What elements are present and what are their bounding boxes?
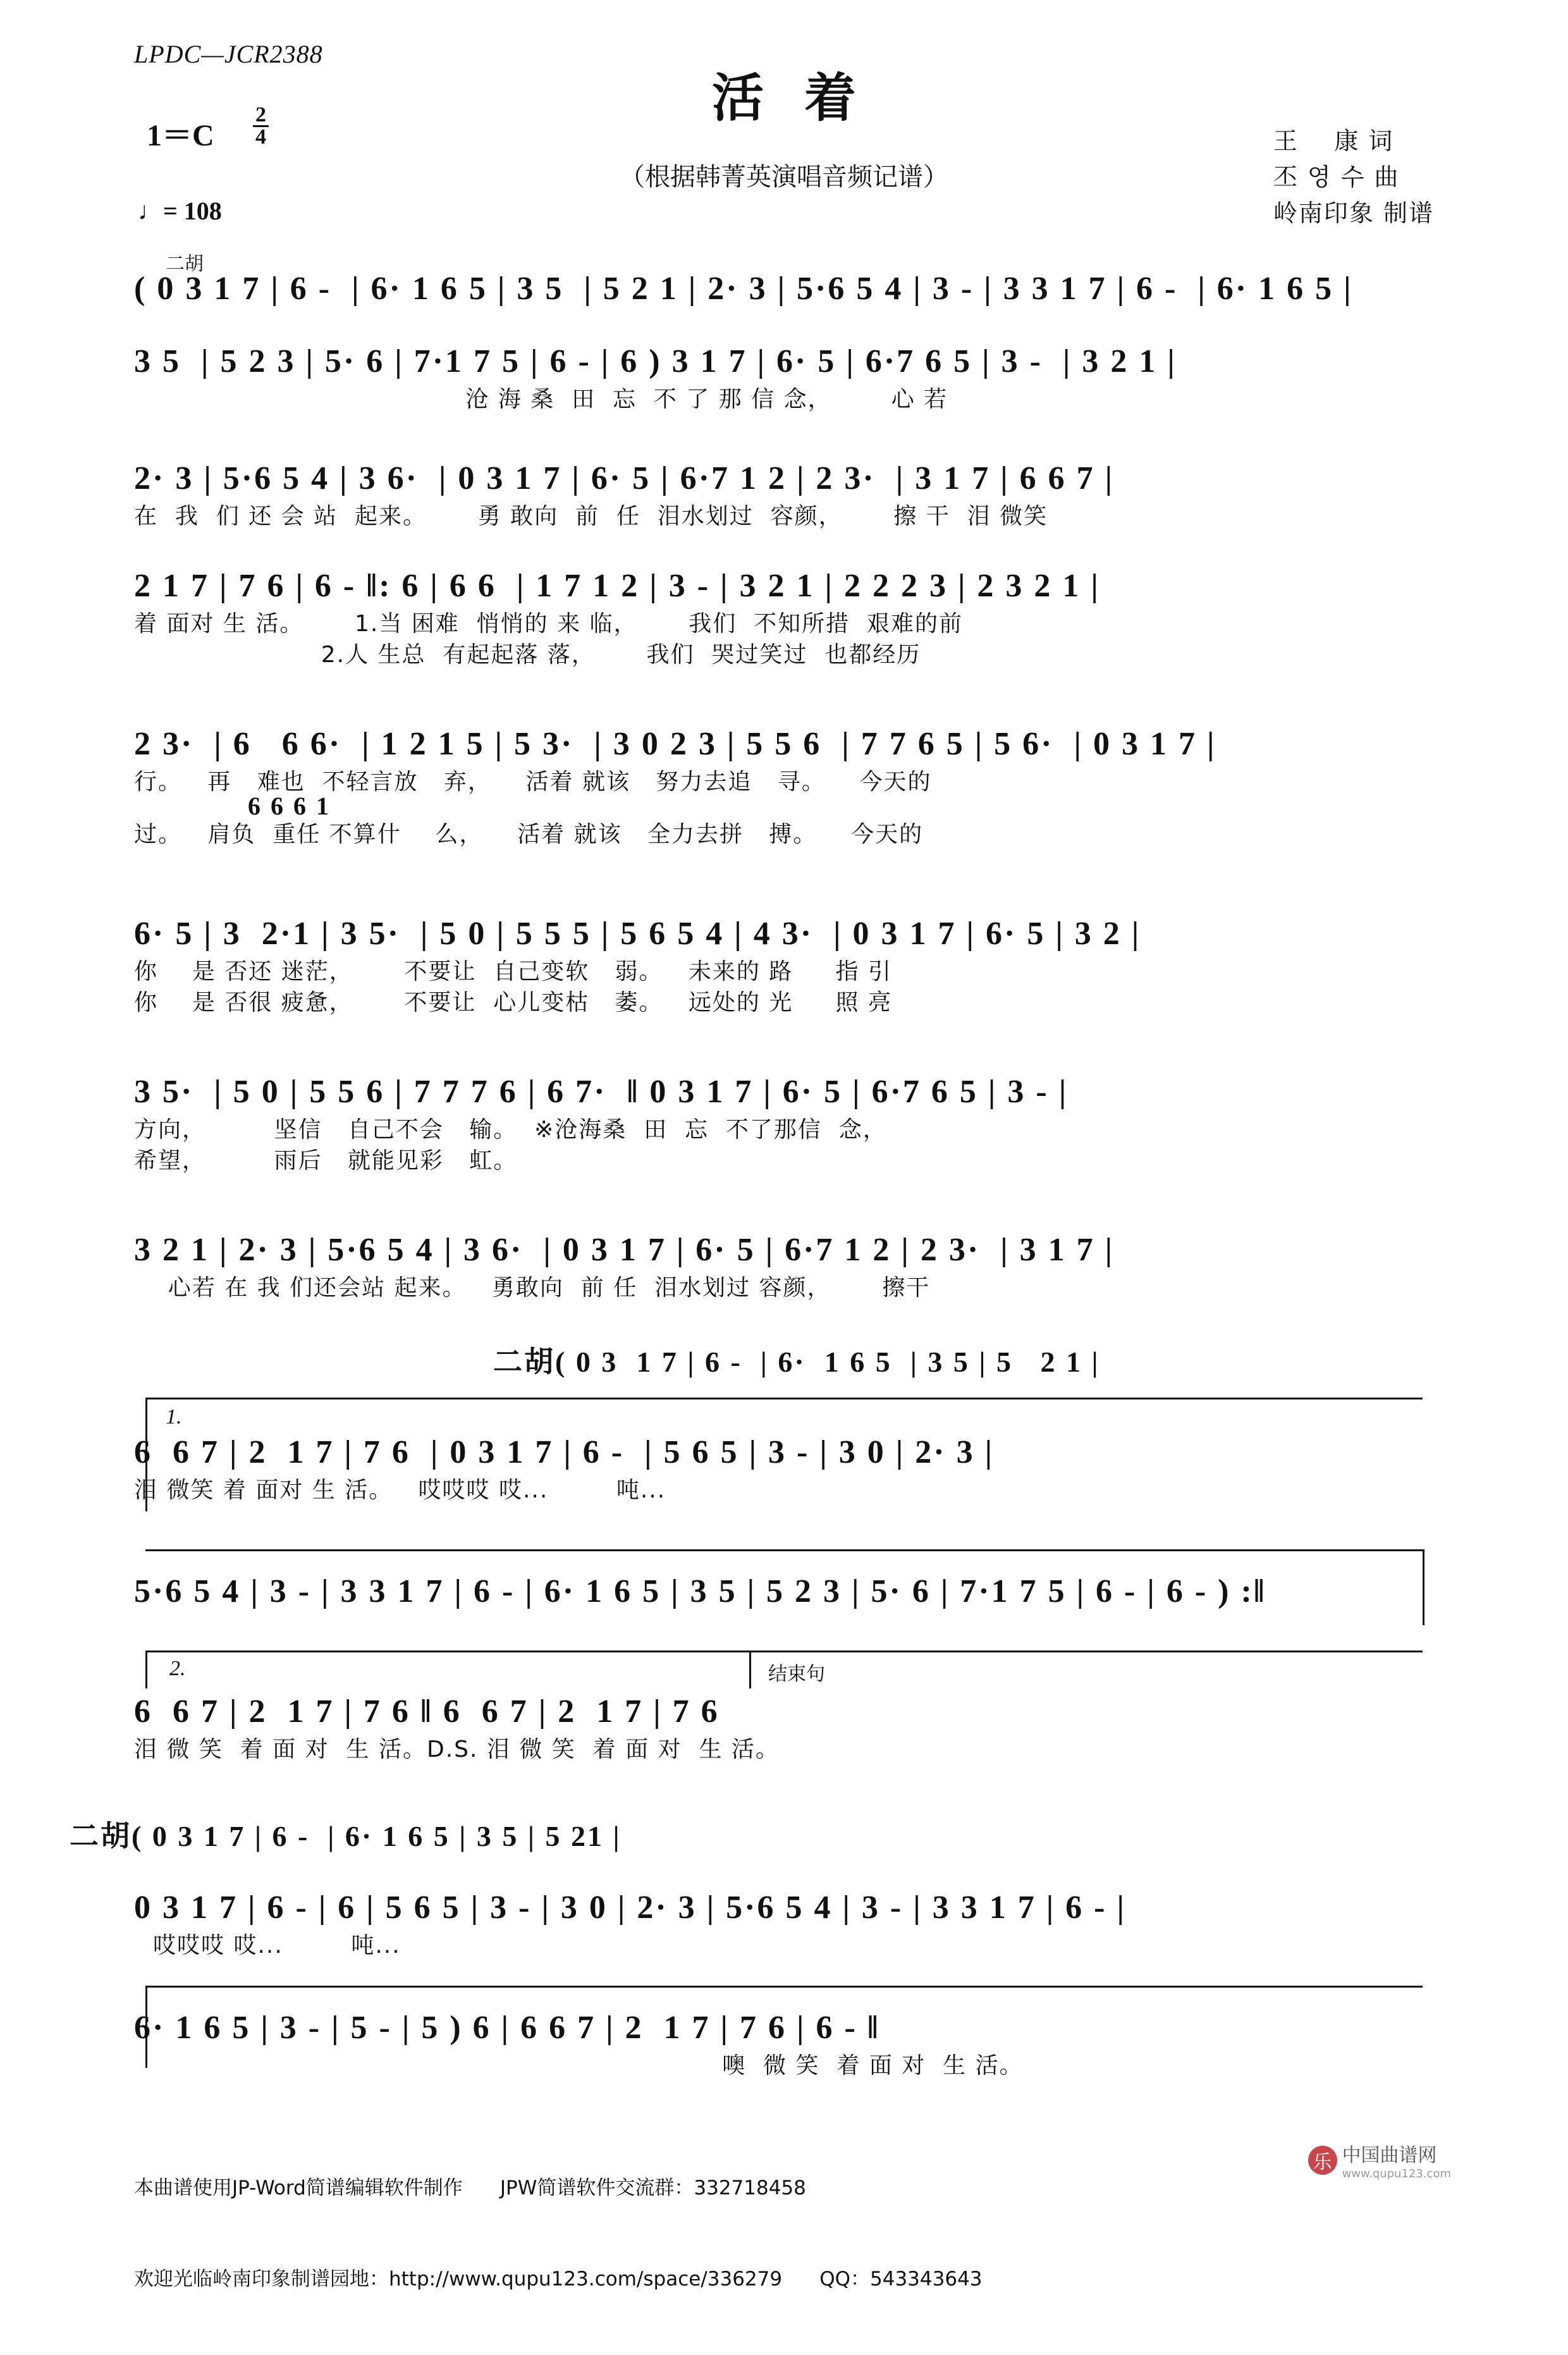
- lyric-line-7-verse2: 希望， 雨后 就能见彩 虹。: [134, 1147, 518, 1174]
- lyric-line-5-verse2: 过。 肩负 重任 不算什 么， 活着 就该 全力去拼 搏。 今天的: [134, 821, 924, 847]
- page-title: 活着: [711, 68, 897, 128]
- system-9-erhu: [493, 1347, 1442, 1377]
- second-ending-bracket-left: [145, 1651, 147, 1688]
- lyric-line-8: 心若 在 我 们还会站 起来。 勇敢向 前 任 泪水划过 容颜， 擦干: [134, 1274, 931, 1301]
- footer-block: [134, 2112, 983, 2355]
- coda-label: 结束句: [768, 1663, 825, 1685]
- first-ending-number: 1.: [166, 1405, 182, 1429]
- watermark-text: 中国曲谱网: [1342, 2144, 1437, 2167]
- system-12: [134, 1695, 1436, 1763]
- first-ending-bracket-top: [145, 1398, 1423, 1399]
- document-code: LPDC—JCR2388: [134, 40, 323, 68]
- credit-composer: 丕 영 수 曲: [1273, 163, 1400, 191]
- notes-line-6: 6· 5 | 3 2·1 | 3 5· | 5 0 | 5 5 5 | 5 6 5 4 | 4 3· | 0 3 1 7 | 6· 5 | 3 2 |: [134, 916, 1141, 952]
- second-ending-number: 2.: [169, 1657, 186, 1680]
- system-11: [134, 1575, 1436, 1609]
- credit-arranger: 岭南印象 制谱: [1273, 199, 1434, 227]
- second-ending-bracket-top: [145, 1651, 1423, 1652]
- system-2: [134, 345, 1436, 413]
- lyric-line-15: 噢 微 笑 着 面 对 生 活。: [450, 2052, 1024, 2079]
- lyric-line-7-verse1: 方向， 坚信 自己不会 输。 ※沧海桑 田 忘 不了那信 念，: [134, 1116, 887, 1143]
- lyric-line-10: 泪 微笑 着 面对 生 活。 哎哎哎 哎... 吨...: [134, 1477, 666, 1503]
- notes-line-12: 6 6 7 | 2 1 7 | 7 6 ‖ 6 6 7 | 2 1 7 | 7 6: [134, 1694, 720, 1730]
- lyric-line-3: 在 我 们 还 会 站 起来。 勇 敢向 前 任 泪水划过 容颜， 擦 干 泪 微笑: [134, 503, 1048, 529]
- lyric-line-4-verse2: 2.人 生总 有起起落 落， 我们 哭过笑过 也都经历: [134, 641, 921, 668]
- system-6: [134, 917, 1436, 1016]
- notes-line-4: 2 1 7 | 7 6 | 6 - ‖: 6 | 6 6 | 1 7 1 2 | 3 - | 3 2 1 | 2 2 2 3 | 2 3 2 1 |: [134, 568, 1100, 604]
- erhu-label: 二胡: [166, 253, 204, 275]
- credits-block: [1273, 123, 1434, 231]
- lyric-line-4-verse1: 着 面对 生 活。 1.当 困难 悄悄的 来 临， 我们 不知所措 艰难的前: [134, 610, 963, 637]
- footer-line-2: 欢迎光临岭南印象制谱园地：http://www.qupu123.com/space/336279 QQ：543343643: [134, 2268, 983, 2291]
- page-subtitle: （根据韩菁英演唱音频记谱）: [620, 163, 948, 192]
- notes-line-14: 0 3 1 7 | 6 - | 6 | 5 6 5 | 3 - | 3 0 | 2· 3 | 5·6 5 4 | 3 - | 3 3 1 7 | 6 - |: [134, 1890, 1126, 1926]
- footer-line-1: 本曲谱使用JP-Word简谱编辑软件制作 JPW简谱软件交流群：332718458: [134, 2177, 806, 2200]
- system-4: [134, 569, 1436, 668]
- system-1: [134, 253, 1436, 307]
- lyric-line-6-verse2: 你 是 否很 疲惫， 不要让 心儿变枯 萎。 远处的 光 照 亮: [134, 989, 892, 1016]
- key-signature: 1＝C: [147, 119, 214, 152]
- notes-line-5: 2 3· | 6 6 6· | 1 2 1 5 | 5 3· | 3 0 2 3 | 5 5 6 | 7 7 6 5 | 5 6· | 0 3 1 7 |: [134, 726, 1216, 762]
- notes-line-8: 3 2 1 | 2· 3 | 5·6 5 4 | 3 6· | 0 3 1 7 | 6· 5 | 6·7 1 2 | 2 3· | 3 1 7 |: [134, 1232, 1115, 1268]
- time-signature-numerator: 2: [253, 105, 269, 127]
- notes-line-15: 6· 1 6 5 | 3 - | 5 - | 5 ) 6 | 6 6 7 | 2 1 7 | 7 6 | 6 - ‖: [134, 2010, 880, 2046]
- notes-line-10: 6 6 7 | 2 1 7 | 7 6 | 0 3 1 7 | 6 - | 5 6 5 | 3 - | 3 0 | 2· 3 |: [134, 1434, 995, 1470]
- first-ending-bracket-bottom: [145, 1549, 1423, 1551]
- notes-line-3: 2· 3 | 5·6 5 4 | 3 6· | 0 3 1 7 | 6· 5 | 6·7 1 2 | 2 3· | 3 1 7 | 6 6 7 |: [134, 460, 1115, 496]
- lyric-line-12: 泪 微 笑 着 面 对 生 活。D.S. 泪 微 笑 着 面 对 生 活。: [134, 1736, 780, 1762]
- notes-line-11: 5·6 5 4 | 3 - | 3 3 1 7 | 6 - | 6· 1 6 5 | 3 5 | 5 2 3 | 5· 6 | 7·1 7 5 | 6 - | 6 - ) :‖: [134, 1573, 1266, 1609]
- time-signature-denominator: 4: [255, 125, 266, 149]
- system-14: [134, 1891, 1436, 1959]
- system-15: [134, 2011, 1436, 2079]
- notes-line-2: 3 5 | 5 2 3 | 5· 6 | 7·1 7 5 | 6 - | 6 ) 3 1 7 | 6· 5 | 6·7 6 5 | 3 - | 3 2 1 |: [134, 343, 1177, 379]
- credit-lyricist: 王 康 词: [1273, 127, 1394, 155]
- time-signature: [253, 105, 269, 148]
- system-3: [134, 462, 1436, 530]
- watermark: [1308, 2139, 1451, 2180]
- lyric-line-2: 沧 海 桑 田 忘 不 了 那 信 念， 心 若: [134, 386, 948, 412]
- tempo-marking: ♩= 108: [138, 197, 222, 225]
- notes-line-5-alt: 6 6 6 1: [248, 791, 331, 820]
- lyric-line-5-verse1: 行。 再 难也 不轻言放 弃， 活着 就该 努力去追 寻。 今天的: [134, 768, 932, 795]
- notes-line-7: 3 5· | 5 0 | 5 5 6 | 7 7 7 6 | 6 7· ‖ 0 3 1 7 | 6· 5 | 6·7 6 5 | 3 - |: [134, 1074, 1069, 1110]
- coda-bracket-left: [749, 1651, 751, 1688]
- system-10: [134, 1436, 1436, 1504]
- system-13-erhu: [70, 1821, 1372, 1852]
- watermark-logo-icon: 乐: [1308, 2146, 1337, 2175]
- system-5: [134, 727, 1436, 848]
- lyric-line-6-verse1: 你 是 否还 迷茫， 不要让 自己变软 弱。 未来的 路 指 引: [134, 958, 892, 985]
- notes-line-9-erhu: 二胡( 0 3 1 7 | 6 - | 6· 1 6 5 | 3 5 | 5 2 1 |: [493, 1346, 1100, 1378]
- lyric-line-14: 哎哎哎 哎... 吨...: [153, 1932, 401, 1958]
- watermark-url: www.qupu123.com: [1342, 2167, 1451, 2180]
- final-bracket-top: [145, 1986, 1423, 1988]
- notes-line-1: ( 0 3 1 7 | 6 - | 6· 1 6 5 | 3 5 | 5 2 1 | 2· 3 | 5·6 5 4 | 3 - | 3 3 1 7 | 6 - | 6· 1 6 5 |: [134, 271, 1353, 307]
- notes-line-13-erhu: 二胡( 0 3 1 7 | 6 - | 6· 1 6 5 | 3 5 | 5 21 |: [70, 1820, 622, 1852]
- system-8: [134, 1233, 1436, 1301]
- system-7: [134, 1075, 1436, 1174]
